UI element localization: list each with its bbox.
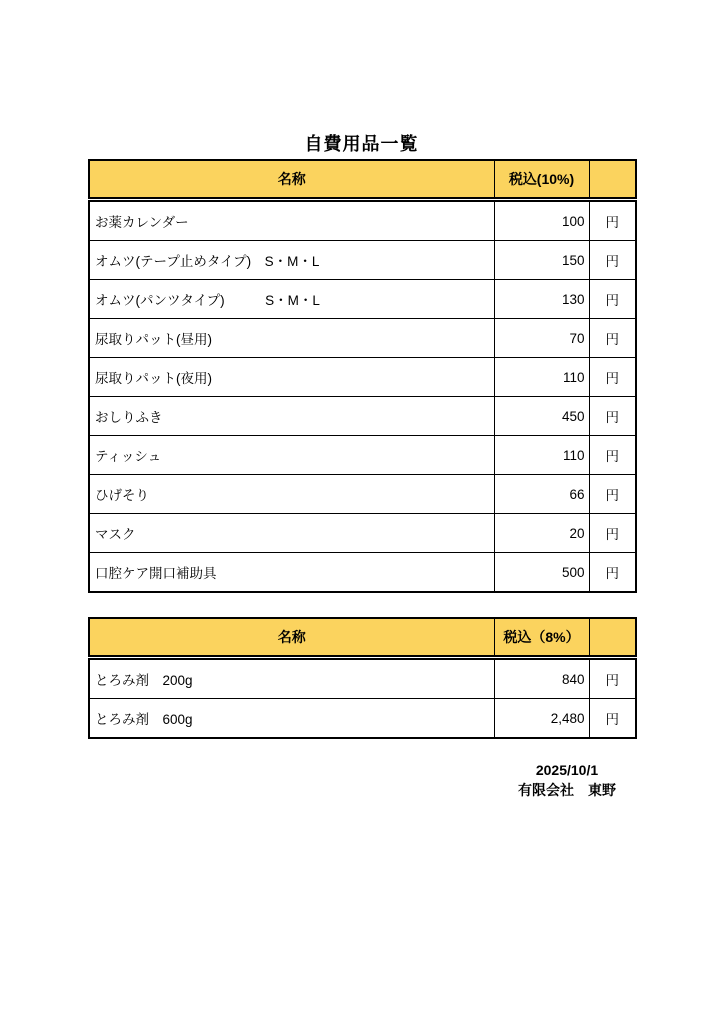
unit-cell: 円 xyxy=(589,514,636,553)
price-cell: 840 xyxy=(494,658,589,699)
price-cell: 20 xyxy=(494,514,589,553)
item-name-cell: お薬カレンダー xyxy=(89,200,494,241)
price-cell: 100 xyxy=(494,200,589,241)
price-cell: 66 xyxy=(494,475,589,514)
item-name-cell: とろみ剤 600g xyxy=(89,699,494,739)
col-header-price: 税込（8%） xyxy=(494,618,589,658)
table-row xyxy=(89,319,636,358)
table-body xyxy=(89,658,636,739)
col-header-name: 名称 xyxy=(89,160,494,200)
price-cell: 150 xyxy=(494,241,589,280)
table-row xyxy=(89,358,636,397)
table-row xyxy=(89,397,636,436)
item-name-cell: ティッシュ xyxy=(89,436,494,475)
unit-cell: 円 xyxy=(589,699,636,739)
unit-cell: 円 xyxy=(589,200,636,241)
table-header-row xyxy=(89,618,636,658)
footer-date: 2025/10/1 xyxy=(535,762,599,778)
price-cell: 130 xyxy=(494,280,589,319)
unit-cell: 円 xyxy=(589,280,636,319)
document-footer xyxy=(88,760,635,801)
table-gap xyxy=(88,593,635,617)
table-row xyxy=(89,514,636,553)
col-header-price: 税込(10%) xyxy=(494,160,589,200)
item-name-cell: ひげそり xyxy=(89,475,494,514)
col-header-unit xyxy=(589,618,636,658)
item-name-cell: 口腔ケア開口補助具 xyxy=(89,553,494,593)
table-header-row xyxy=(89,160,636,200)
col-header-name: 名称 xyxy=(89,618,494,658)
price-cell: 500 xyxy=(494,553,589,593)
table-row xyxy=(89,475,636,514)
page-title: 自費用品一覧 xyxy=(304,134,419,154)
unit-cell: 円 xyxy=(589,319,636,358)
col-header-unit xyxy=(589,160,636,200)
item-name-cell: とろみ剤 200g xyxy=(89,658,494,699)
footer-company: 有限会社 東野 xyxy=(518,782,616,799)
table-row xyxy=(89,553,636,593)
unit-cell: 円 xyxy=(589,397,636,436)
item-name-cell: おしりふき xyxy=(89,397,494,436)
table-row xyxy=(89,658,636,699)
item-name-cell: マスク xyxy=(89,514,494,553)
footer-block xyxy=(518,760,616,801)
unit-cell: 円 xyxy=(589,553,636,593)
price-cell: 70 xyxy=(494,319,589,358)
table-row xyxy=(89,241,636,280)
price-cell: 110 xyxy=(494,358,589,397)
item-name-cell: 尿取りパット(昼用) xyxy=(89,319,494,358)
item-name-cell: オムツ(テープ止めタイプ) S・M・L xyxy=(89,241,494,280)
table-row xyxy=(89,436,636,475)
unit-cell: 円 xyxy=(589,358,636,397)
document-content xyxy=(88,130,635,801)
price-cell: 2,480 xyxy=(494,699,589,739)
price-cell: 110 xyxy=(494,436,589,475)
unit-cell: 円 xyxy=(589,241,636,280)
unit-cell: 円 xyxy=(589,658,636,699)
table-row xyxy=(89,200,636,241)
item-name-cell: 尿取りパット(夜用) xyxy=(89,358,494,397)
item-name-cell: オムツ(パンツタイプ) S・M・L xyxy=(89,280,494,319)
table-body xyxy=(89,200,636,593)
unit-cell: 円 xyxy=(589,475,636,514)
table-row xyxy=(89,280,636,319)
price-cell: 450 xyxy=(494,397,589,436)
price-table-tax-10 xyxy=(88,159,637,593)
unit-cell: 円 xyxy=(589,436,636,475)
price-table-tax-8 xyxy=(88,617,637,739)
table-row xyxy=(89,699,636,739)
